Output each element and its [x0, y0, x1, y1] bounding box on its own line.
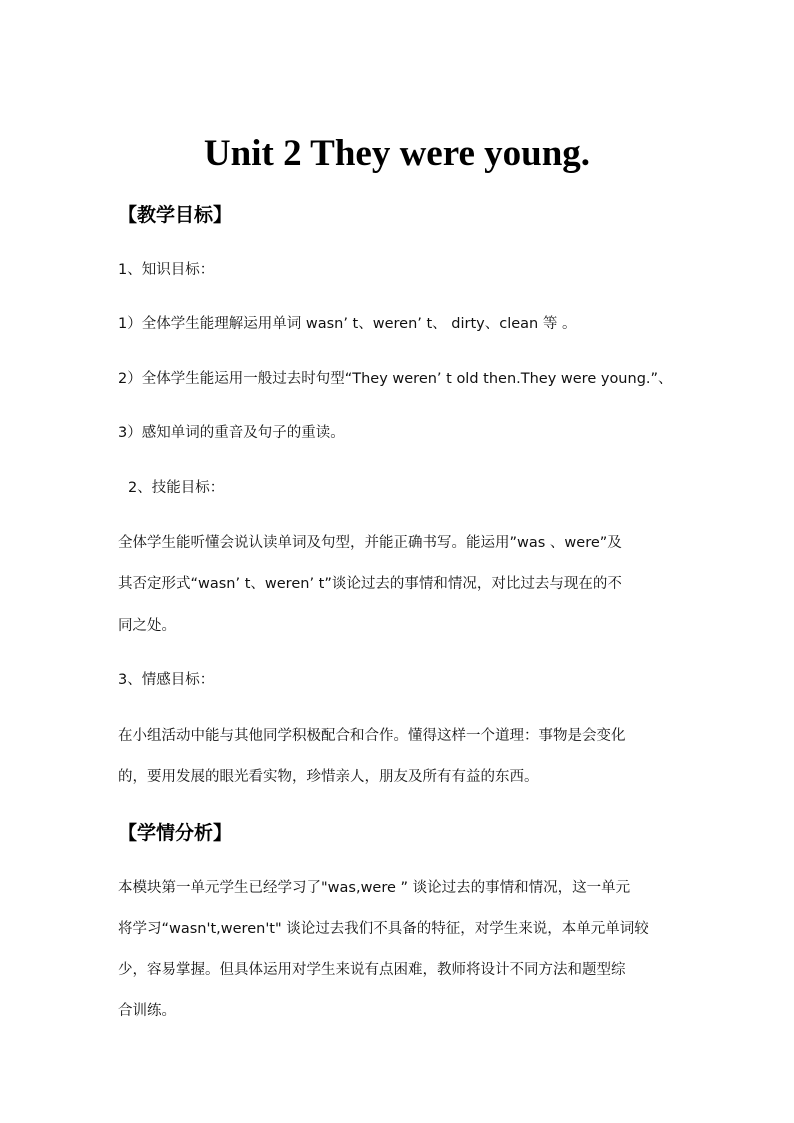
paragraph-line: 同之处。 — [118, 618, 176, 634]
paragraph-line: 合训练。 — [118, 1003, 176, 1019]
document-title: Unit 2 They were young. — [203, 133, 591, 174]
paragraph-line: 本模块第一单元学生已经学习了"was,were ” 谈论过去的事情和情况，这一单元 — [118, 880, 631, 896]
paragraph-line: 1）全体学生能理解运用单词 wasn’ t、weren’ t、 dirty、clean 等 。 — [118, 316, 577, 332]
paragraph-line: 2）全体学生能运用一般过去时句型“They weren’ t old then.They were young.”、 — [118, 371, 673, 387]
paragraph-line: 将学习“wasn't,weren't" 谈论过去我们不具备的特征，对学生来说，本单元单词较 — [118, 921, 649, 937]
paragraph-line: 少，容易掌握。但具体运用对学生来说有点困难，教师将设计不同方法和题型综 — [118, 962, 626, 978]
paragraph-line: 2、技能目标： — [128, 480, 225, 496]
paragraph-line: 1、知识目标： — [118, 262, 215, 278]
paragraph-line: 其否定形式“wasn’ t、weren’ t”谈论过去的事情和情况，对比过去与现在的不 — [118, 576, 622, 592]
paragraph-line: 的，要用发展的眼光看实物，珍惜亲人，朋友及所有有益的东西。 — [118, 769, 539, 785]
paragraph-line: 在小组活动中能与其他同学积极配合和合作。懂得这样一个道理：事物是会变化 — [118, 728, 626, 744]
section-heading-student-analysis: 【学情分析】 — [118, 822, 233, 844]
paragraph-line: 3）感知单词的重音及句子的重读。 — [118, 425, 345, 441]
paragraph-line: 全体学生能听懂会说认读单词及句型，并能正确书写。能运用”was 、were”及 — [118, 535, 622, 551]
section-heading-teaching-goals: 【教学目标】 — [118, 204, 233, 226]
paragraph-line: 3、情感目标： — [118, 672, 215, 688]
